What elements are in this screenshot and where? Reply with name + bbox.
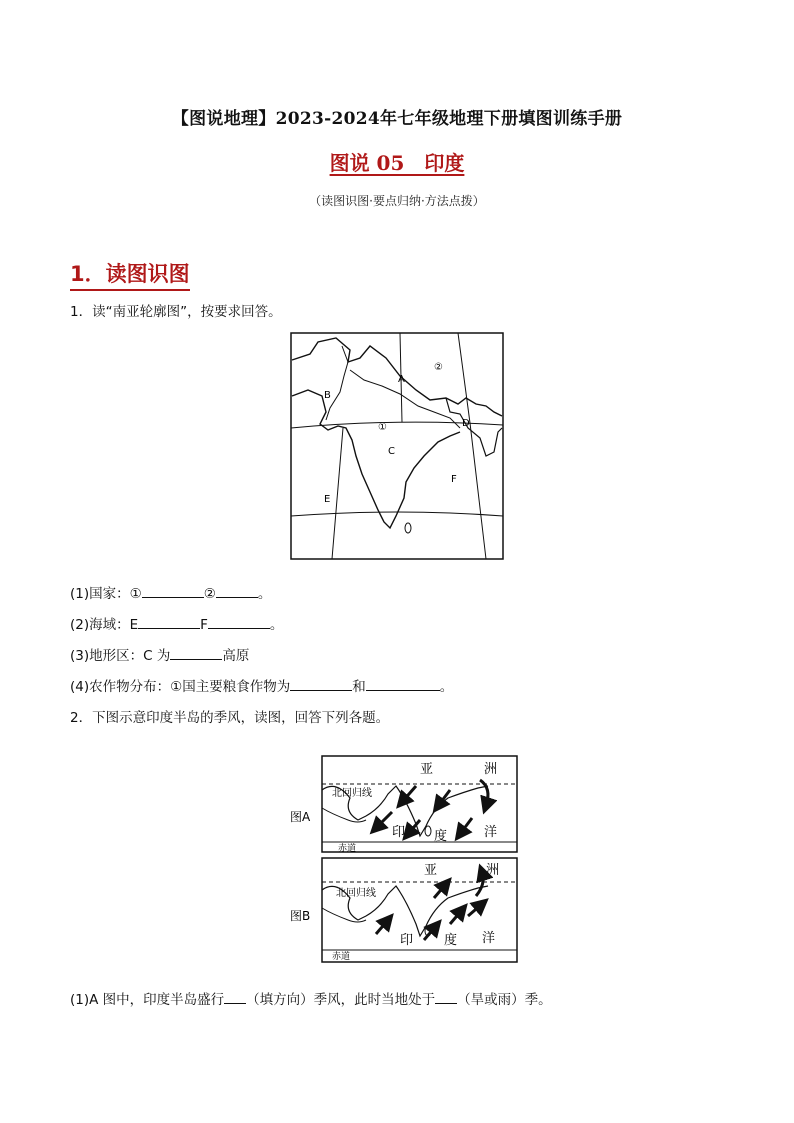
fig-a-ocean-2: 度 xyxy=(434,829,448,844)
map-label-1: ① xyxy=(378,422,387,433)
answer-blank[interactable] xyxy=(170,647,222,660)
answer-blank[interactable] xyxy=(366,678,440,691)
circle-1-marker: ① xyxy=(129,586,142,602)
fig-b-ocean-3: 洋 xyxy=(482,931,496,946)
fig-a-tropic: 北回归线 xyxy=(332,788,372,799)
q2-sub-1-text-b: （填方向）季风，此时当地处于 xyxy=(246,992,436,1008)
subtitle-text: 图说 05 印度 xyxy=(329,151,465,175)
q2-sub-1 xyxy=(70,988,552,1008)
q1-line-3-text: (3)地形区：C 为 xyxy=(70,648,171,664)
answer-blank[interactable] xyxy=(216,585,258,598)
subtitle-note: （读图识图·要点归纳·方法点拨） xyxy=(309,194,485,208)
circle-1-marker: ① xyxy=(170,679,183,695)
fig-a-equator: 赤道 xyxy=(338,844,357,854)
circle-2-marker: ② xyxy=(203,586,216,602)
fig-b-label: 图B xyxy=(290,909,311,923)
fig-a-asia-1: 亚 xyxy=(420,762,434,777)
answer-blank[interactable] xyxy=(435,991,457,1004)
map-label-D: D xyxy=(462,418,470,429)
answer-blank[interactable] xyxy=(138,616,200,629)
q1-line-4-text: (4)农作物分布： xyxy=(70,679,171,695)
q1-line-4-text-b: 国主要粮食作物为 xyxy=(182,679,291,695)
map-label-C: C xyxy=(388,446,395,457)
q2-sub-1-text-c: （旱或雨）季。 xyxy=(457,992,552,1008)
fig-b-asia-1: 亚 xyxy=(424,863,438,878)
fig-b-equator: 赤道 xyxy=(332,952,351,962)
map-label-F: F xyxy=(451,474,457,485)
fig-b-ocean-2: 度 xyxy=(444,933,458,948)
map-label-E: E xyxy=(324,494,331,505)
section-heading: 1．读图识图 xyxy=(70,262,190,286)
q1-line-2-end: 。 xyxy=(269,617,284,633)
answer-blank[interactable] xyxy=(290,678,352,691)
answer-blank[interactable] xyxy=(142,585,204,598)
q1-line-2-text: (2)海域：E xyxy=(70,617,139,633)
q1-line-1 xyxy=(70,582,271,602)
fig-b-ocean-1: 印 xyxy=(400,933,414,948)
fig-b-tropic: 北回归线 xyxy=(336,888,376,899)
map-label-A: A xyxy=(398,374,405,385)
q1-line-1-end: 。 xyxy=(257,586,272,602)
q1-line-2-text-f: F xyxy=(200,617,208,633)
q1-line-4-and: 和 xyxy=(352,679,366,695)
answer-blank[interactable] xyxy=(224,991,246,1004)
question-2-prompt: 2．下图示意印度半岛的季风，读图，回答下列各题。 xyxy=(70,710,390,726)
q1-line-3-end: 高原 xyxy=(222,648,250,664)
fig-a-ocean-1: 印 xyxy=(392,825,406,840)
q1-line-2 xyxy=(70,613,283,633)
q1-line-1-text: (1)国家： xyxy=(70,586,130,602)
q1-line-4 xyxy=(70,675,453,695)
question-1-prompt: 1．读“南亚轮廓图”，按要求回答。 xyxy=(70,304,282,320)
section-underline xyxy=(70,289,190,291)
q1-line-4-end: 。 xyxy=(439,679,454,695)
document-title: 【图说地理】2023-2024年七年级地理下册填图训练手册 xyxy=(171,109,623,129)
fig-a-asia-2: 洲 xyxy=(484,762,498,777)
q1-line-3 xyxy=(70,644,249,664)
map-label-2: ② xyxy=(434,362,443,373)
fig-a-label: 图A xyxy=(290,810,311,824)
map-label-B: B xyxy=(324,390,331,401)
fig-b-asia-2: 洲 xyxy=(486,863,500,878)
south-asia-outline-map xyxy=(290,332,504,560)
document-subtitle xyxy=(0,147,794,176)
monsoon-figure xyxy=(288,754,520,964)
q2-sub-1-text: (1)A 图中，印度半岛盛行 xyxy=(70,992,225,1008)
answer-blank[interactable] xyxy=(208,616,270,629)
fig-a-ocean-3: 洋 xyxy=(484,825,498,840)
